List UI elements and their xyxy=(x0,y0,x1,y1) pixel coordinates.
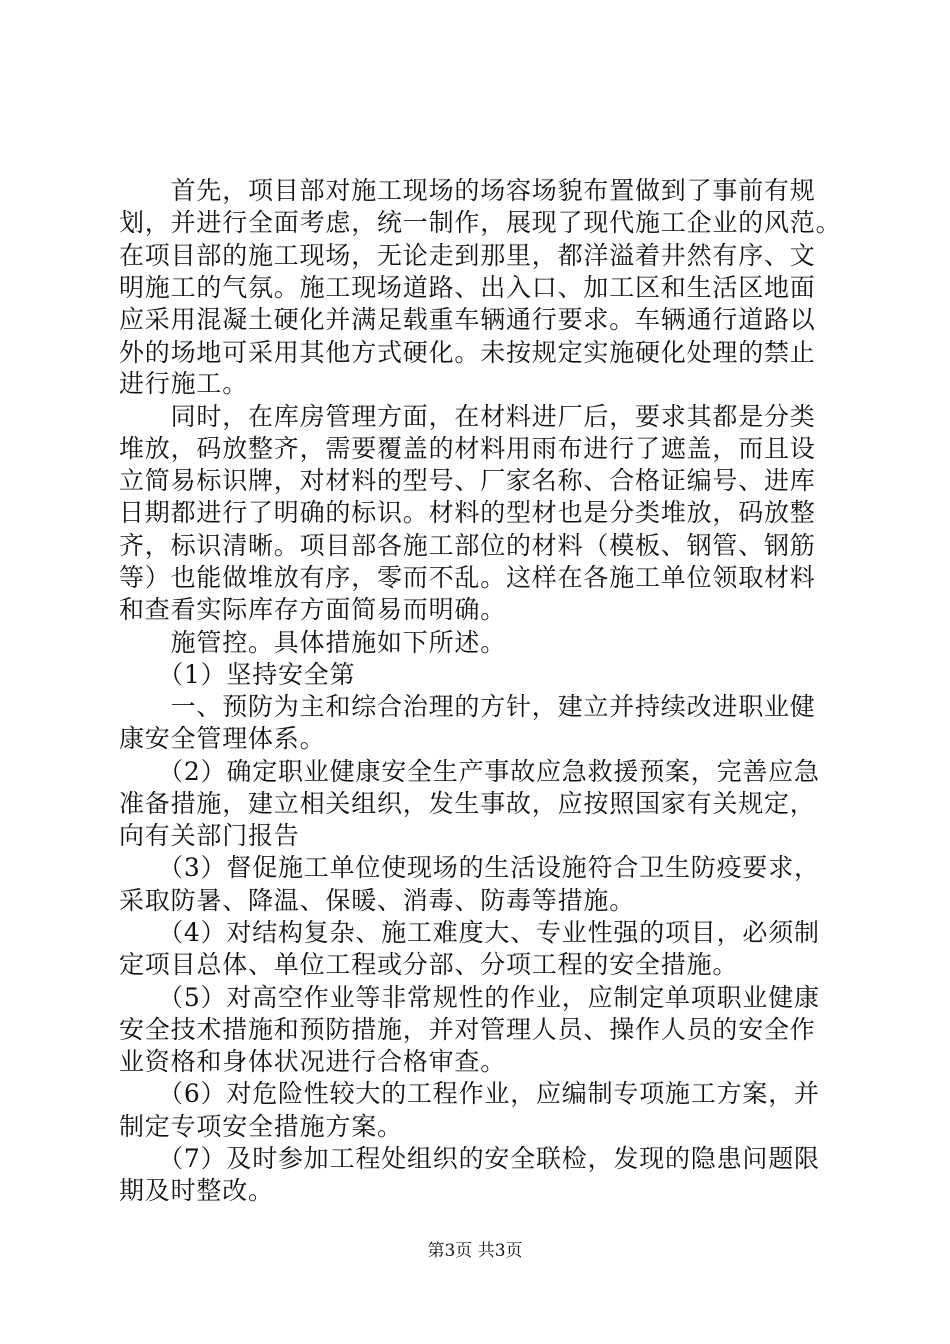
body-text-line: 准备措施，建立相关组织，发生事故，应按照国家有关规定， xyxy=(119,789,816,818)
body-text-line: （2）确定职业健康安全生产事故应急救援预案，完善应急 xyxy=(119,757,820,786)
body-text-line: 制定专项安全措施方案。 xyxy=(119,1112,403,1141)
body-text-line: 采取防暑、降温、保暖、消毒、防毒等措施。 xyxy=(119,886,636,915)
body-text-line: 应采用混凝土硬化并满足载重车辆通行要求。车辆通行道路以 xyxy=(119,305,816,334)
body-text-line: 明施工的气氛。施工现场道路、出入口、加工区和生活区地面 xyxy=(119,273,816,302)
body-text-line: 划，并进行全面考虑，统一制作，展现了现代施工企业的风范。 xyxy=(119,208,842,237)
body-text-line: 堆放，码放整齐，需要覆盖的材料用雨布进行了遮盖，而且设 xyxy=(119,434,816,463)
body-text-line: 立简易标识牌，对材料的型号、厂家名称、合格证编号、进库 xyxy=(119,466,816,495)
body-text-line: 施管控。具体措施如下所述。 xyxy=(119,628,507,657)
body-text-line: 和查看实际库存方面简易而明确。 xyxy=(119,595,507,624)
body-text-line: 等）也能做堆放有序，零而不乱。这样在各施工单位领取材料 xyxy=(119,563,816,592)
body-text-line: 一、预防为主和综合治理的方针，建立并持续改进职业健 xyxy=(119,692,816,721)
body-text-line: 安全技术措施和预防措施，并对管理人员、操作人员的安全作 xyxy=(119,1015,816,1044)
body-text-line: 进行施工。 xyxy=(119,369,249,398)
body-text-line: 日期都进行了明确的标识。材料的型材也是分类堆放，码放整 xyxy=(119,498,816,527)
body-text-line: 康安全管理体系。 xyxy=(119,724,326,753)
body-text-line: （4）对结构复杂、施工难度大、专业性强的项目，必须制 xyxy=(119,918,820,947)
body-text-line: 业资格和身体状况进行合格审查。 xyxy=(119,1047,507,1076)
body-text-line: 定项目总体、单位工程或分部、分项工程的安全措施。 xyxy=(119,950,739,979)
body-text-line: 向有关部门报告 xyxy=(119,821,300,850)
body-text-line: （3）督促施工单位使现场的生活设施符合卫生防疫要求， xyxy=(119,853,820,882)
body-text-line: 外的场地可采用其他方式硬化。未按规定实施硬化处理的禁止 xyxy=(119,338,816,367)
body-text-line: （6）对危险性较大的工程作业，应编制专项施工方案，并 xyxy=(119,1079,820,1108)
body-text-line: （5）对高空作业等非常规性的作业，应制定单项职业健康 xyxy=(119,983,820,1012)
body-text-line: 在项目部的施工现场，无论走到那里，都洋溢着井然有序、文 xyxy=(119,241,816,270)
body-text-line: （7）及时参加工程处组织的安全联检，发现的隐患问题限 xyxy=(119,1144,820,1173)
body-text-line: 期及时整改。 xyxy=(119,1176,274,1205)
body-text-line: 首先，项目部对施工现场的场容场貌布置做到了事前有规 xyxy=(119,176,816,205)
body-text-line: （1）坚持安全第 xyxy=(119,660,356,689)
body-text-line: 齐，标识清晰。项目部各施工部位的材料（模板、钢管、钢筋 xyxy=(119,531,816,560)
body-text-line: 同时，在库房管理方面，在材料进厂后，要求其都是分类 xyxy=(119,402,816,431)
page-number-footer: 第3页 共3页 xyxy=(427,1241,523,1261)
